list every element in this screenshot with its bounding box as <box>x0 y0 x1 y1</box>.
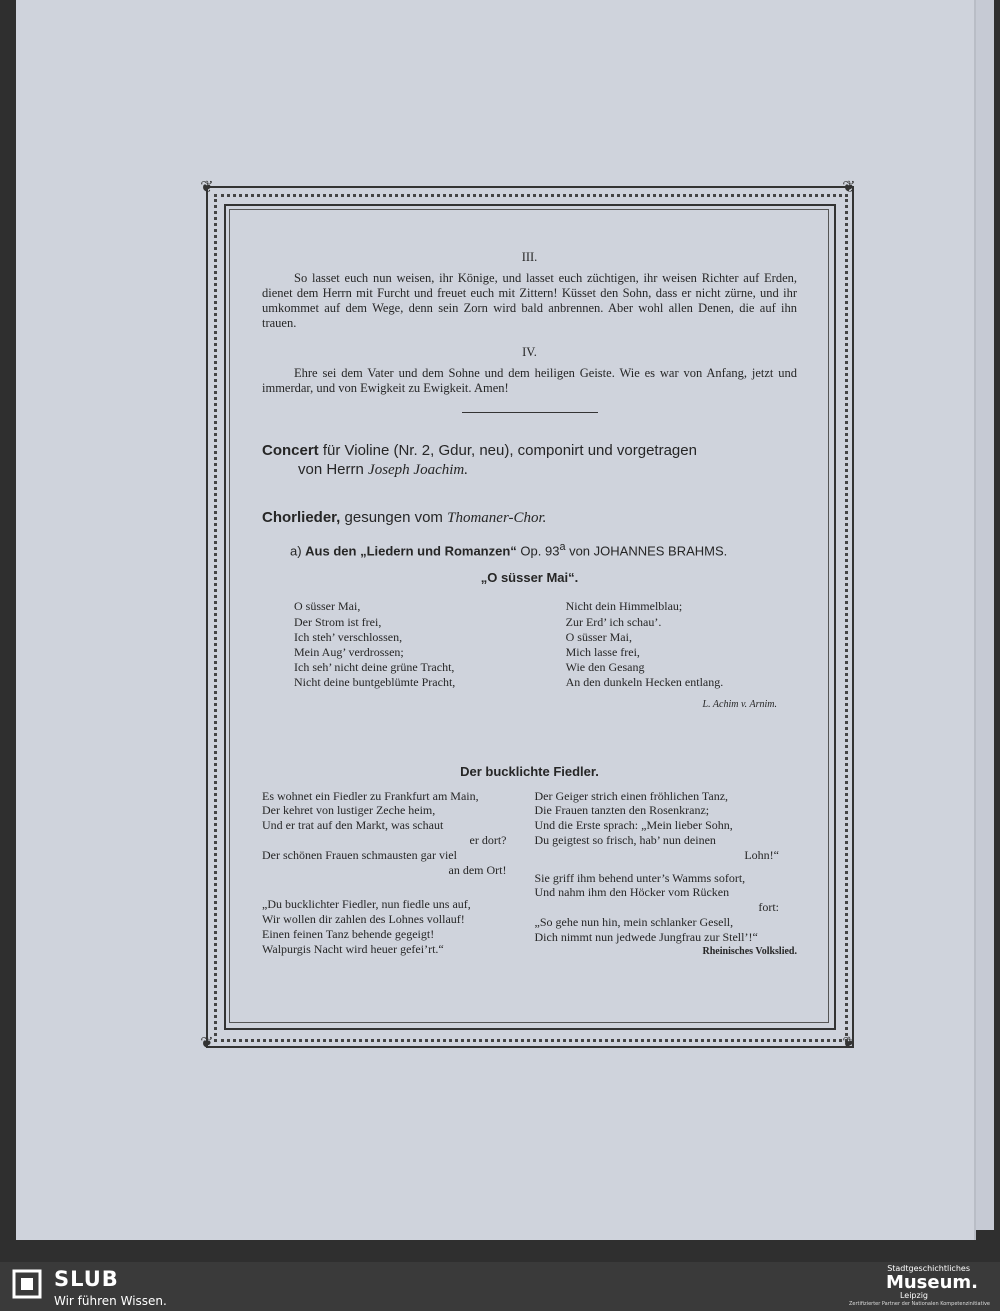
slub-logo-title[interactable]: SLUB <box>54 1267 119 1291</box>
verse-line: Wir wollen dir zahlen des Lohnes vollauf! <box>262 912 465 927</box>
concert-performer-prefix: von Herrn <box>298 461 369 478</box>
text-line: Anfang, jetzt und immerdar, und von Ewigkeit zu Ewigkeit. Amen! <box>262 366 797 395</box>
verse-line: Sie griff ihm behend unter’s Wamms sofort, <box>534 870 746 885</box>
section-iii-text <box>262 271 797 331</box>
song1-right-column <box>566 599 797 690</box>
verse-line: Es wohnet ein Fiedler zu Frankfurt am Main, <box>262 788 479 803</box>
verse-line: Ich steh’ verschlossen, <box>294 629 403 644</box>
verse-line: Der schönen Frauen schmausten gar viel <box>262 847 457 862</box>
verse-line: Mich lasse frei, <box>565 644 640 659</box>
divider-rule <box>462 412 598 413</box>
verse-line: Die Frauen tanzten den Rosenkranz; <box>534 803 710 818</box>
verse-line: „So gehe nun hin, mein schlanker Gesell, <box>534 914 734 929</box>
text-line: So lasset euch nun weisen, ihr Könige, und lasset euch züchtigen, ihr weisen <box>294 271 697 285</box>
verse-line: Und er trat auf den Markt, was schaut <box>262 818 444 833</box>
verse-line: Zur Erd’ ich schau’. <box>565 614 662 629</box>
song2-left-column <box>262 789 525 960</box>
corner-ornament-icon: ❦ <box>200 177 214 196</box>
text-line: Ehre sei dem Vater und dem Sohne und dem heiligen Geiste. Wie es war von <box>294 366 703 380</box>
chorlieder-label: Chorlieder, <box>262 509 341 526</box>
section-iv-text <box>262 366 797 396</box>
museum-logo-city: Leipzig <box>899 1291 928 1300</box>
song2-source: Rheinisches Volkslied. <box>702 945 797 957</box>
sub-composer: von JOHANNES BRAHMS. <box>565 543 728 559</box>
verse-line: O süsser Mai, <box>294 599 361 614</box>
section-numeral-iv: IV. <box>522 345 537 359</box>
text-line: wird bald anbrennen. Aber wohl allen Denen, die auf ihn trauen. <box>262 301 797 330</box>
slub-logo-icon[interactable] <box>12 1269 42 1299</box>
verse-line: Dich nimmt nun jedwede Jungfrau zur Stell’!“ <box>534 929 758 944</box>
song2-verses <box>262 789 797 960</box>
verse-line: O süsser Mai, <box>565 629 632 644</box>
concert-performer: Joseph Joachim. <box>368 462 468 478</box>
verse-line: Der Geiger strich einen fröhlichen Tanz, <box>534 788 729 803</box>
sub-opus: Op. 93 <box>516 543 560 559</box>
text-line: den Sohn, dass er nicht zürne, und ihr umkommet auf dem Wege, denn sein Zorn <box>262 286 797 315</box>
verse-line: Ich seh’ nicht deine grüne Tracht, <box>294 660 455 675</box>
corner-ornament-icon: ❦ <box>842 1033 856 1052</box>
song2-title: Der bucklichte Fiedler. <box>460 763 599 779</box>
verse-line: Nicht dein Himmelblau; <box>565 599 683 614</box>
museum-logo-name[interactable]: Museum. <box>885 1272 978 1293</box>
verse-line: Lohn!“ <box>744 847 779 862</box>
verse-line: Und nahm ihm den Höcker vom Rücken <box>534 885 730 900</box>
museum-partner-note: Zertifizierter Partner der Nationalen Kompetenzinitiative <box>849 1301 990 1307</box>
verse-line: Und die Erste sprach: „Mein lieber Sohn, <box>534 818 733 833</box>
verse-line: Nicht deine buntgeblümte Pracht, <box>294 675 456 690</box>
verse-line: Walpurgis Nacht wird heuer gefei’rt.“ <box>262 941 444 956</box>
verse-line: fort: <box>758 900 779 915</box>
verse-line: an dem Ort! <box>448 862 507 877</box>
song1-title: „O süsser Mai“. <box>480 570 579 586</box>
concert-description: für Violine (Nr. 2, Gdur, neu), componirt und vorgetragen <box>318 442 697 459</box>
verse-line: Der kehret von lustiger Zeche heim, <box>262 803 436 818</box>
program-text <box>262 250 797 959</box>
song1-author: L. Achim v. Arnim. <box>702 698 777 710</box>
museum-logo-top: Stadtgeschichtliches <box>887 1264 970 1273</box>
corner-ornament-icon: ❦ <box>200 1033 214 1052</box>
chorlieder-heading <box>262 510 797 526</box>
concert-label: Concert <box>262 442 319 459</box>
song2-right-column <box>525 789 798 960</box>
song1-left-column <box>262 599 566 690</box>
verse-line: „Du bucklichter Fiedler, nun fiedle uns auf, <box>262 897 471 912</box>
chorlieder-rest: gesungen vom <box>340 509 448 526</box>
chorlieder-choir: Thomaner-Chor. <box>447 510 547 526</box>
verse-line: Mein Aug’ verdrossen; <box>294 644 404 659</box>
section-numeral-iii: III. <box>521 250 538 264</box>
corner-ornament-icon: ❦ <box>842 177 856 196</box>
verse-line: Wie den Gesang <box>565 660 645 675</box>
verse-line: er dort? <box>469 832 507 847</box>
song1-verses <box>262 599 797 690</box>
verse-line: Der Strom ist frei, <box>294 614 382 629</box>
verse-line: Du geigtest so frisch, hab’ nun deinen <box>534 832 716 847</box>
sub-prefix: a) <box>290 543 306 559</box>
chorlieder-subheading <box>290 540 797 558</box>
slub-logo-subtitle: Wir führen Wissen. <box>54 1294 167 1308</box>
verse-line: An den dunkeln Hecken entlang. <box>565 675 724 690</box>
sub-opus-sup: a <box>559 541 566 553</box>
concert-entry <box>262 441 797 480</box>
text-line: Richter auf Erden, dienet dem Herrn mit Furcht und freuet euch mit Zittern! Küsset <box>262 271 797 300</box>
sub-collection: Aus den „Liedern und Romanzen“ <box>305 543 517 559</box>
verse-line: Einen feinen Tanz behende gegeigt! <box>262 926 435 941</box>
